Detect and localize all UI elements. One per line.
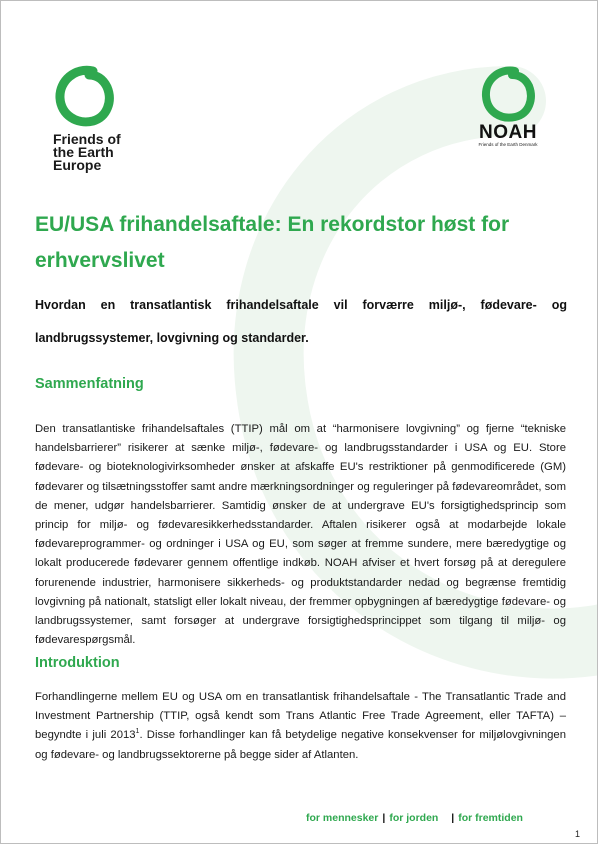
foe-line-2: the Earth <box>53 144 114 160</box>
noah-name: NOAH <box>479 122 537 143</box>
summary-paragraph: Den transatlantiske frihandelsaftales (TTIP) mål om at “harmonisere lovgivning” og fjerne “tekniske handelsbarrierer” risikerer at sænke miljø-, fødevare- og landbrugsstandarder i USA og EU. Store fødevare- og bioteknologivirksomheder ønsker at afskaffe EU's restriktioner på genmodificerede (GM) fødevarer og tilsætningsstoffer samt andre mærkningsordninger og reguleringer på fødevareområdet, som de mener, udgør handelsbarrierer. Samtidig ønsker de at undergrave EU's forsigtighedsprincip som princip for miljø- og fødevaresikkerhedsstandarder. Aftalen risikerer også at modarbejde lokale fødevareprogrammer- og ordninger i USA og EU, som søger at fremme sundere, mere bæredygtige og lokalt producerede fødevarer gennem offentlige indkøb. NOAH afviser et hvert forsøg på at deregulere forurenende industrier, harmonisere sikkerheds- og produktstandarder nedad og begrænse fremtidig lovgivning på nationalt, statsligt eller lokalt niveau, der fremmer opbygningen af bæredygtige fødevare- og landbrugssystemer, samt forsøger at undergrave forsigtighedsprincippet som tilgang til miljø- og fødevarespørgsmål. <box>35 423 566 647</box>
document-title: EU/USA frihandelsaftale: En rekordstor høst for erhvervslivet <box>35 213 510 272</box>
foe-europe-logo <box>53 65 163 172</box>
footer-item-earth: for jorden <box>389 812 439 824</box>
foe-logo-text <box>53 133 163 172</box>
summary-heading: Sammenfatning <box>35 376 144 392</box>
footer-separator: | <box>382 812 386 824</box>
footnote-ref: 1 <box>135 728 140 736</box>
intro-text-after: . Disse forhandlinger kan få betydelige negative konsekvenser for miljølovgivningen og fødevare- og landbrugssektorerne på begge sider af Atlanten. <box>35 729 566 761</box>
footer-item-people: for mennesker <box>306 812 379 824</box>
foe-line-3: Europe <box>53 157 102 173</box>
document-subtitle: Hvordan en transatlantisk frihandelsaftale vil forværre miljø-, fødevare- og landbrugssystemer, lovgivning og standarder. <box>35 298 567 345</box>
noah-ring-icon <box>479 65 537 123</box>
foe-ring-icon <box>53 65 115 127</box>
footer-item-future: for fremtiden <box>458 812 523 824</box>
noah-subtitle: Friends of the Earth Denmark <box>478 142 538 147</box>
intro-text-before: Forhandlingerne mellem EU og USA om en transatlantisk frihandelsaftale - The Transatlantic Trade and Investment Partnership (TTIP, også kendt som Trans Atlantic Free Trade Agreement, eller TAFTA) – begyndte i juli 2013 <box>35 691 566 742</box>
intro-paragraph <box>35 688 566 765</box>
footer-separator: | <box>451 812 455 824</box>
intro-heading: Introduktion <box>35 655 120 671</box>
page-number: 1 <box>575 829 581 839</box>
foe-line-1: Friends of <box>53 131 121 147</box>
noah-logo <box>471 65 545 148</box>
footer-tagline <box>306 812 523 824</box>
